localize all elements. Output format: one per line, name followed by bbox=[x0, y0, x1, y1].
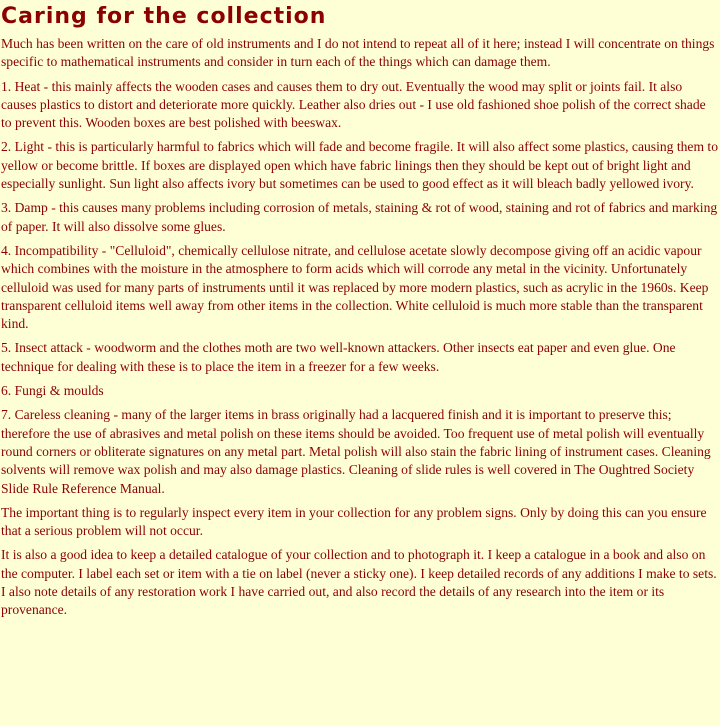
item-incompatibility: 4. Incompatibility - "Celluloid", chemically cellulose nitrate, and cellulose acetate slowly decompose giving off an acidic vapour which combines with the moisture in the atmosphere to form acids which will corrode any metal in the vicinity. Unfortunately celluloid was used for many parts of instruments until it was replaced by more modern plastics, such as acrylic in the 1960s. Keep transparent celluloid items well away from other items in the collection. White celluloid is much more stable than the transparent kind. bbox=[1, 242, 709, 332]
inspection-paragraph: The important thing is to regularly inspect every item in your collection for any problem signs. Only by doing this can you ensure that a serious problem will not occur. bbox=[1, 504, 707, 539]
item-fungi-moulds: 6. Fungi & moulds bbox=[1, 383, 104, 399]
item-light: 2. Light - this is particularly harmful to fabrics which will fade and become fragile. It will also affect some plastics, causing them to yellow or become brittle. If boxes are displayed open which have fabric linings then they should be kept out of bright light and especially sunlight. Sun light also affects ivory but sometimes can be used to good effect as it will bleach badly yellowed ivory. bbox=[1, 139, 718, 192]
item-damp: 3. Damp - this causes many problems including corrosion of metals, staining & rot of wood, staining and rot of fabrics and marking of paper. It will also dissolve some glues. bbox=[1, 200, 718, 234]
catalogue-paragraph: It is also a good idea to keep a detailed catalogue of your collection and to photograph it. I keep a catalogue in a book and also on the computer. I label each set or item with a tie on label (never a sticky one). I keep detailed records of any additions I make to sets. I also note details of any restoration work I have carried out, and also record the details of any research into the item or its provenance. bbox=[1, 547, 717, 618]
page-title: Caring for the collection bbox=[1, 4, 327, 29]
intro-paragraph: Much has been written on the care of old instruments and I do not intend to repeat all of it here; instead I will concentrate on things specific to mathematical instruments and consider in turn each of the things which can damage them. bbox=[1, 36, 715, 70]
item-careless-cleaning: 7. Careless cleaning - many of the larger items in brass originally had a lacquered finish and it is important to preserve this; therefore the use of abrasives and metal polish on these items should be avoided. Too frequent use of metal polish will eventually round corners or obliterate signatures on any metal part. Metal polish will also stain the fabric lining of instrument cases. Cleaning solvents will remove wax polish and may also damage plastics. Cleaning of slide rules is well covered in The Oughtred Society Slide Rule Reference Manual. bbox=[1, 407, 711, 496]
item-heat: 1. Heat - this mainly affects the wooden cases and causes them to dry out. Eventually the wood may split or joints fail. It also causes plastics to distort and deteriorate more quickly. Leather also dries out - I use old fashioned shoe polish of the correct shade to prevent this. Wooden boxes are best polished with beeswax. bbox=[1, 78, 706, 131]
item-insect-attack: 5. Insect attack - woodworm and the clothes moth are two well-known attackers. Other insects eat paper and even glue. One technique for dealing with these is to place the item in a freezer for a few weeks. bbox=[1, 340, 676, 374]
